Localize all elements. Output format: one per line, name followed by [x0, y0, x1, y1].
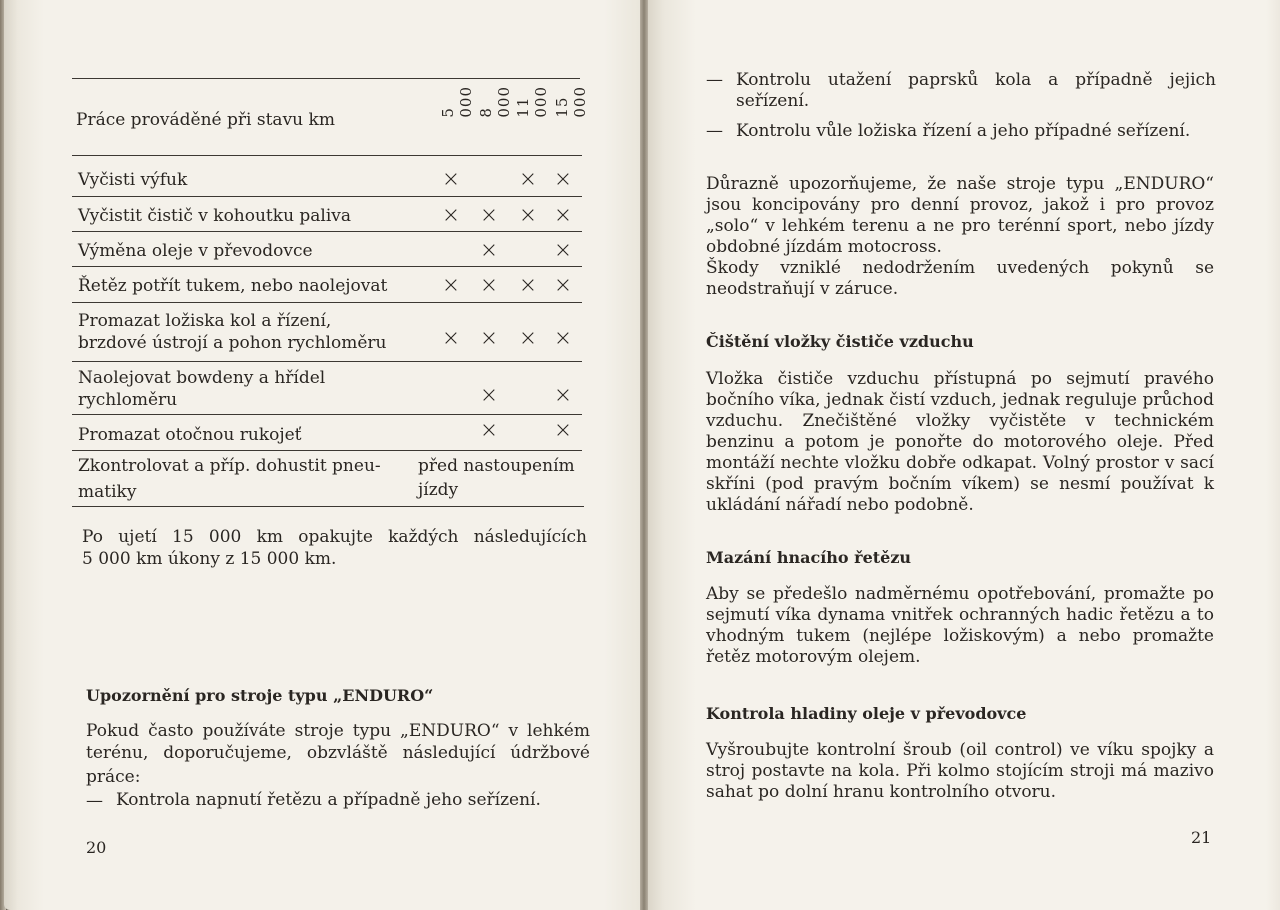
- table-rule: [72, 266, 582, 267]
- enduro-paragraph: terénu, doporučujeme, obzvláště následující údržbové: [86, 743, 590, 763]
- km-column-header: 5 000: [439, 86, 475, 118]
- check-mark: ×: [441, 273, 461, 298]
- table-rule: [72, 414, 582, 415]
- enduro-paragraph: Pokud často používáte stroje typu „ENDURO“ v lehkém: [86, 721, 590, 741]
- km-column-header: 11 000: [514, 86, 550, 118]
- check-mark: ×: [479, 203, 499, 228]
- check-mark: ×: [553, 203, 573, 228]
- section-paragraph: Vložka čističe vzduchu přístupná po sejmutí pravého bočního víka, jednak čistí vzduch, jednak reguluje průchod vzduchu. Znečištěné vložky vyčistěte v technickém benzinu a potom je ponořte do motorového oleje. Před montáží nechte vložku dobře odkapat. Volný prostor v sací skříni (pod pravým bočním víkem) se nesmí používat k ukládání nářadí nebo podobně.: [706, 369, 1214, 515]
- km-column-header: 15 000: [553, 86, 589, 118]
- km-column-header: 8 000: [477, 86, 513, 118]
- check-mark: ×: [479, 238, 499, 263]
- check-mark: ×: [441, 326, 461, 351]
- dash-bullet: —: [86, 791, 103, 811]
- table-rule: [72, 302, 582, 303]
- dash-bullet: —: [706, 121, 723, 141]
- task-label: Výměna oleje v převodovce: [78, 241, 313, 261]
- check-mark: ×: [553, 326, 573, 351]
- task-label: Vyčisti výfuk: [78, 170, 188, 190]
- task-label: Promazat ložiska kol a řízení,: [78, 311, 332, 331]
- check-mark: ×: [479, 273, 499, 298]
- check-mark: ×: [553, 238, 573, 263]
- warning-paragraph: Škody vzniklé nedodržením uvedených pokynů se neodstraňují v záruce.: [706, 258, 1214, 299]
- task-label: Vyčistit čistič v kohoutku paliva: [78, 206, 352, 226]
- check-mark: ×: [479, 383, 499, 408]
- table-rule: [72, 361, 582, 362]
- warning-paragraph: Důrazně upozorňujeme, že naše stroje typu „ENDURO“ jsou koncipovány pro denní provoz, jakož i pro provoz „solo“ v lehkém terenu a ne pro terénní sport, nebo jízdy obdobné jízdám motocross.: [706, 174, 1214, 257]
- check-mark: ×: [518, 167, 538, 192]
- repeat-note: 5 000 km úkony z 15 000 km.: [82, 549, 337, 569]
- section-heading: Kontrola hladiny oleje v převodovce: [706, 704, 1027, 723]
- task-label: brzdové ústrojí a pohon rychloměru: [78, 333, 387, 353]
- task-label: Naolejovat bowdeny a hřídel: [78, 368, 326, 388]
- section-heading: Čištění vložky čističe vzduchu: [706, 332, 974, 351]
- check-mark: ×: [553, 418, 573, 443]
- task-label: matiky: [78, 482, 137, 502]
- book-gutter: [640, 0, 648, 910]
- task-label: Promazat otočnou rukojeť: [78, 425, 302, 445]
- table-rule: [72, 450, 582, 451]
- task-note: před nastoupením: [418, 456, 575, 476]
- page-number: 21: [1191, 828, 1212, 847]
- dash-item: [706, 70, 1216, 114]
- enduro-heading: Upozornění pro stroje typu „ENDURO“: [86, 686, 434, 705]
- task-label: Zkontrolovat a příp. dohustit pneu-: [78, 456, 381, 476]
- table-rule: [72, 78, 580, 79]
- check-mark: ×: [518, 326, 538, 351]
- repeat-note: Po ujetí 15 000 km opakujte každých následujících: [82, 527, 587, 547]
- check-mark: ×: [479, 326, 499, 351]
- table-rule: [72, 506, 584, 507]
- table-rule: [72, 231, 582, 232]
- task-note: jízdy: [418, 480, 459, 500]
- check-mark: ×: [441, 203, 461, 228]
- check-mark: ×: [441, 167, 461, 192]
- section-paragraph: Vyšroubujte kontrolní šroub (oil control) ve víku spojky a stroj postavte na kola. Při kolmo stojícím stroji má mazivo sahat po dolní hranu kontrolního otvoru.: [706, 740, 1214, 802]
- check-mark: ×: [518, 273, 538, 298]
- table-rule: [72, 196, 582, 197]
- table-rule: [72, 155, 582, 156]
- section-paragraph: Aby se předešlo nadměrnému opotřebování, promažte po sejmutí víka dynama vnitřek ochranných hadic řetězu a to vhodným tukem (nejlépe ložiskovým) a nebo promažte řetěz motorovým olejem.: [706, 584, 1214, 667]
- table-header-label: Práce prováděné při stavu km: [76, 110, 335, 130]
- enduro-paragraph: práce:: [86, 767, 141, 787]
- dash-item-text: Kontrolu utažení paprsků kola a případně jejich seřízení.: [736, 70, 1216, 111]
- page-number: 20: [86, 838, 107, 857]
- dash-bullet: —: [706, 70, 723, 90]
- check-mark: ×: [553, 167, 573, 192]
- dash-item-text: Kontrolu vůle ložiska řízení a jeho případné seřízení.: [736, 121, 1191, 141]
- check-mark: ×: [553, 273, 573, 298]
- dash-item: [706, 121, 1216, 165]
- check-mark: ×: [479, 418, 499, 443]
- dash-item: Kontrola napnutí řetězu a případně jeho seřízení.: [116, 790, 541, 810]
- check-mark: ×: [553, 383, 573, 408]
- check-mark: ×: [518, 203, 538, 228]
- task-label: Řetěz potřít tukem, nebo naolejovat: [78, 276, 388, 296]
- section-heading: Mazání hnacího řetězu: [706, 548, 912, 567]
- task-label: rychloměru: [78, 390, 178, 410]
